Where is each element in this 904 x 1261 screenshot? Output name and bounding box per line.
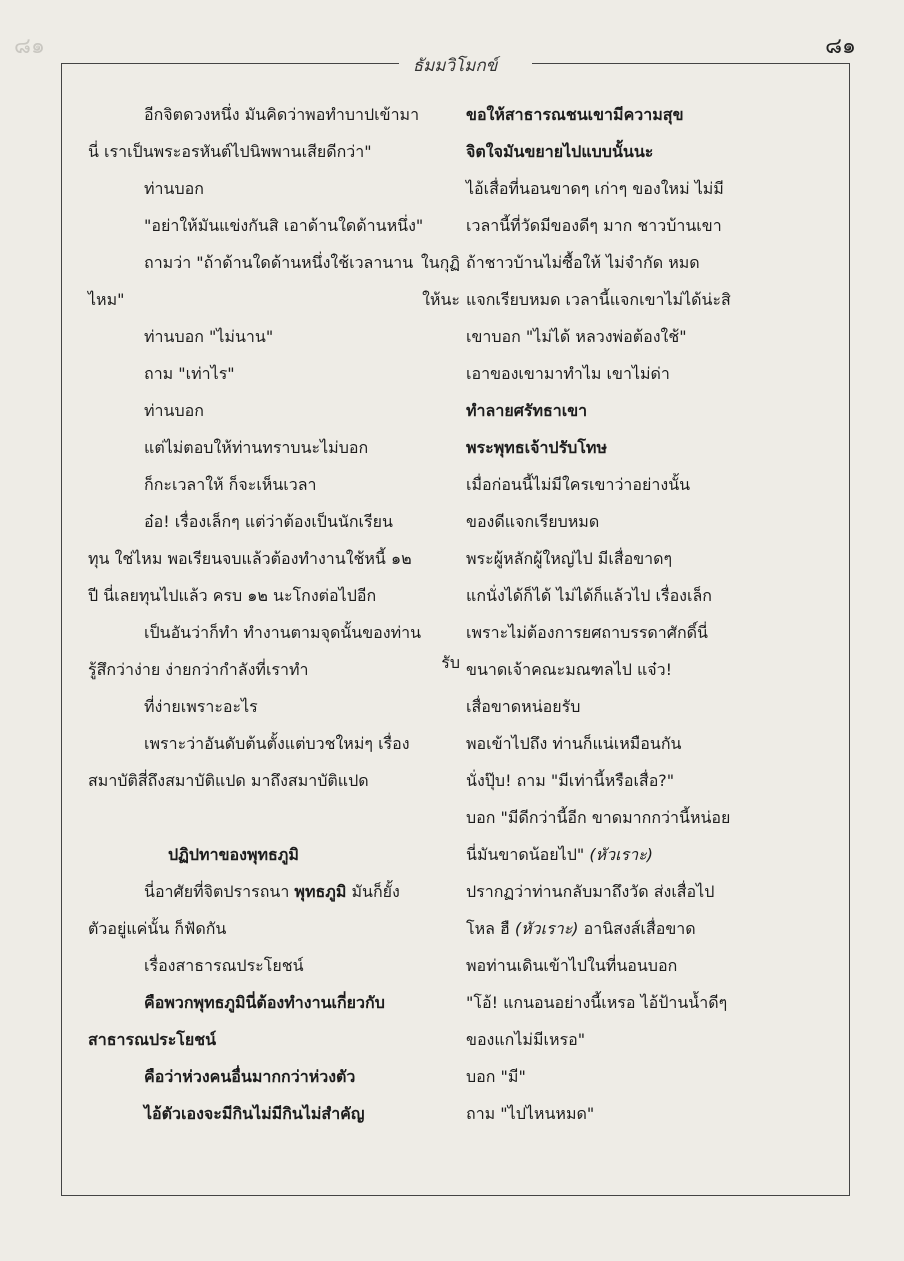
text-line: ถามว่า "ถ้าด้านใดด้านหนึ่งใช้เวลานาน xyxy=(144,253,414,272)
bold-line: จิตใจมันขยายไปแบบนั้นนะ xyxy=(466,142,654,161)
section-heading: ปฏิปทาของพุทธภูมิ xyxy=(168,845,299,864)
text-line: แต่ไม่ตอบให้ท่านทราบนะไม่บอก xyxy=(144,438,369,457)
text-line: ของดีแจกเรียบหมด xyxy=(466,512,600,531)
text-line: ไอ้เสื่อที่นอนขาดๆ เก่าๆ ของใหม่ ไม่มี xyxy=(466,179,724,198)
margin-word: ให้นะ xyxy=(422,290,460,309)
blank-line xyxy=(88,799,440,836)
laugh-note: (หัวเราะ) xyxy=(589,845,653,864)
text-line: ที่ง่ายเพราะอะไร xyxy=(144,697,258,716)
text-line: ท่านบอก xyxy=(144,401,204,420)
text-span: มันก็ยั้ง xyxy=(351,882,400,901)
text-line: "โอ้! แกนอนอย่างนี้เหรอ ไอ้ป้านน้ำดีๆ xyxy=(466,993,728,1012)
bold-line: คือพวกพุทธภูมินี่ต้องทำงานเกี่ยวกับ xyxy=(144,993,385,1012)
text-span: นี่มันขาดน้อยไป" xyxy=(466,845,585,864)
right-column xyxy=(466,96,826,1132)
text-span: อานิสงส์เสื่อขาด xyxy=(583,919,696,938)
text-line: เอาของเขามาทำไม เขาไม่ด่า xyxy=(466,364,670,383)
bold-line: พระพุทธเจ้าปรับโทษ xyxy=(466,438,608,457)
margin-word: รับ xyxy=(441,653,460,672)
bold-line: สาธารณประโยชน์ xyxy=(88,1030,217,1049)
text-line: อีกจิตดวงหนึ่ง มันคิดว่าพอทำบาปเข้ามา xyxy=(144,105,420,124)
text-line: ทุน ใช่ไหม พอเรียนจบแล้วต้องทำงานใช้หนี้ ๑๒ xyxy=(88,549,412,568)
text-line: ของแกไม่มีเหรอ" xyxy=(466,1030,586,1049)
text-line: นั่งปุ๊บ! ถาม "มีเท่านี้หรือเสื่อ?" xyxy=(466,771,675,790)
bold-line: ขอให้สาธารณชนเขามีความสุข xyxy=(466,105,684,124)
text-line xyxy=(88,873,440,910)
text-line: เป็นอันว่าก็ทำ ทำงานตามจุดนั้นของท่าน xyxy=(144,623,422,642)
text-line xyxy=(466,910,826,947)
text-line: อ๋อ! เรื่องเล็กๆ แต่ว่าต้องเป็นนักเรียน xyxy=(144,512,393,531)
text-span: โหล ฮื xyxy=(466,919,510,938)
margin-word: ในกุฏิ xyxy=(420,253,460,272)
text-line: ไหม" xyxy=(88,290,125,309)
text-span: นี่อาศัยที่จิตปรารถนา xyxy=(144,882,290,901)
bold-line: ทำลายศรัทธาเขา xyxy=(466,401,588,420)
text-line: พระผู้หลักผู้ใหญ่ไป มีเสื่อขาดๆ xyxy=(466,549,673,568)
text-line: นี่ เราเป็นพระอรหันต์ไปนิพพานเสียดีกว่า" xyxy=(88,142,372,161)
text-line: พอท่านเดินเข้าไปในที่นอนบอก xyxy=(466,956,678,975)
text-line: ก็กะเวลาให้ ก็จะเห็นเวลา xyxy=(144,475,317,494)
left-column xyxy=(88,96,440,1132)
ghost-page-number: ๘๑ xyxy=(14,34,45,59)
text-line: ขนาดเจ้าคณะมณฑลไป แจ๋ว! xyxy=(466,660,673,679)
laugh-note: (หัวเราะ) xyxy=(514,919,579,938)
text-line: ถาม "เท่าไร" xyxy=(144,364,235,383)
text-line: เพราะว่าอันดับต้นตั้งแต่บวชใหม่ๆ เรื่อง xyxy=(144,734,410,753)
text-line: ถ้าชาวบ้านไม่ซื้อให้ ไม่จำกัด หมด xyxy=(466,253,700,272)
text-line: เรื่องสาธารณประโยชน์ xyxy=(144,956,304,975)
bold-term: พุทธภูมิ xyxy=(294,882,347,901)
text-line: บอก "มีดีกว่านี้อีก ขาดมากกว่านี้หน่อย xyxy=(466,808,731,827)
page-number: ๘๑ xyxy=(825,34,856,59)
text-line: เวลานี้ที่วัดมีของดีๆ มาก ชาวบ้านเขา xyxy=(466,216,722,235)
text-line: ท่านบอก xyxy=(144,179,204,198)
text-line: บอก "มี" xyxy=(466,1067,526,1086)
text-line: รู้สึกว่าง่าย ง่ายกว่ากำลังที่เราทำ xyxy=(88,660,309,679)
text-line: เพราะไม่ต้องการยศถาบรรดาศักดิ์นี่ xyxy=(466,623,708,642)
text-line: ท่านบอก "ไม่นาน" xyxy=(144,327,274,346)
text-line: ตัวอยู่แค่นั้น ก็ฟัดกัน xyxy=(88,919,227,938)
text-line: เสื่อขาดหน่อยรับ xyxy=(466,697,581,716)
bold-line: ไอ้ตัวเองจะมีกินไม่มีกินไม่สำคัญ xyxy=(144,1104,365,1123)
text-line xyxy=(466,836,826,873)
text-line: ถาม "ไปไหนหมด" xyxy=(466,1104,595,1123)
running-head: ธัมมวิโมกข์ xyxy=(412,56,498,76)
bold-line: คือว่าห่วงคนอื่นมากกว่าห่วงตัว xyxy=(144,1067,356,1086)
text-line: ปรากฏว่าท่านกลับมาถึงวัด ส่งเสื่อไป xyxy=(466,882,715,901)
text-line: "อย่าให้มันแข่งกันสิ เอาด้านใดด้านหนึ่ง" xyxy=(144,216,424,235)
text-line: แจกเรียบหมด เวลานี้แจกเขาไม่ได้น่ะสิ xyxy=(466,290,731,309)
text-line: เมื่อก่อนนี้ไม่มีใครเขาว่าอย่างนั้น xyxy=(466,475,691,494)
text-line: แกนั่งได้ก็ได้ ไม่ได้ก็แล้วไป เรื่องเล็ก xyxy=(466,586,712,605)
text-line: สมาบัติสี่ถึงสมาบัติแปด มาถึงสมาบัติแปด xyxy=(88,771,369,790)
text-line: เขาบอก "ไม่ได้ หลวงพ่อต้องใช้" xyxy=(466,327,687,346)
text-line: พอเข้าไปถึง ท่านก็แน่เหมือนกัน xyxy=(466,734,682,753)
text-line: ปี นี่เลยทุนไปแล้ว ครบ ๑๒ นะโกงต่อไปอีก xyxy=(88,586,377,605)
